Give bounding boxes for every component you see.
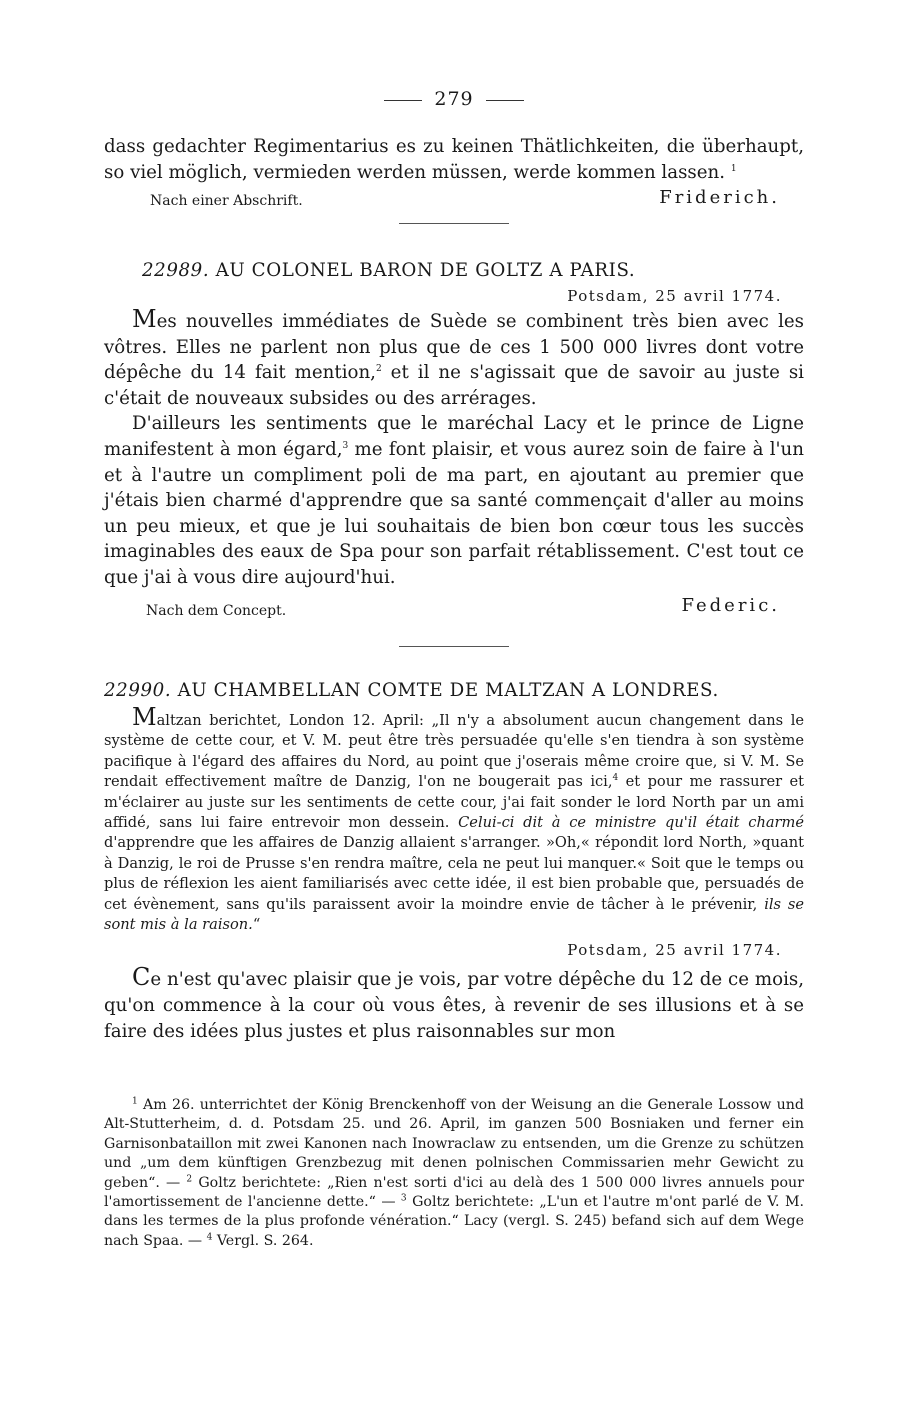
- letter-22990: [104, 680, 804, 1044]
- letter-22989: [104, 260, 804, 619]
- letter-paragraph-1: Ce n'est qu'avec plaisir que je vois, par votre dépêche du 12 de ce mois, qu'on commence à la cour où vous êtes, à revenir de ses illusions et à se faire des idées plus justes et plus raisonnables sur mon: [104, 963, 804, 1042]
- footnote-mark-1: 1: [132, 1096, 138, 1107]
- footnote-mark-2: 2: [186, 1173, 193, 1184]
- letter-source: Nach dem Concept.: [146, 602, 287, 619]
- letter-paragraph-2: D'ailleurs les sentiments que le maréchal Lacy et le prince de Ligne manifestent à mon égard,$^3$ me font plaisir, et vous aurez soin de faire à l'un et à l'autre un compliment poli de ma part, en ajoutant au premier que j'étais bien charmé d'apprendre que sa santé commençait d'aller au moins un peu mieux, et que je lui souhaitais de bien bon cœur tous les succès imaginables des eaux de Spa pour son parfait rétablissement. C'est tout ce que j'ai à vous dire aujourd'hui.: [104, 413, 804, 588]
- intro-source: Nach einer Abschrift.: [150, 193, 303, 210]
- letter-number: 22989.: [142, 260, 210, 281]
- letter-date: Potsdam, 25 avril 1774.: [567, 941, 782, 960]
- footnote-text: $^1$ Am 26. unterrichtet der König Brenckenhoff von der Weisung an die Generale Lossow und Alt-Stutterheim, d. d. Potsdam 25. und 26. April, im ganzen 500 Bosniaken und ferner ein Garnisonbataillon mit zwei Kanonen nach Inowraclaw zu entsenden, um die Grenze zu schützen und „um dem künftigen Grenzbezug mit denen polnischen Commissarien mehr Gewicht zu geben“. — $^2$ Goltz berichtete: „Rien n'est sorti d'ici au delà des 1 500 000 livres annuels pour l'amortissement de l'ancienne dette.“ — $^3$ Goltz berichtete: „L'un et l'autre m'ont parlé de V. M. dans les termes de la plus profonde vénération.“ Lacy (vergl. S. 245) befand sich auf dem Wege nach Spaa. — $^4$ Vergl. S. 264.: [104, 1096, 804, 1249]
- letter-number: 22990.: [104, 680, 172, 701]
- page-number: [104, 88, 804, 110]
- page-number-dash-left: [384, 100, 422, 101]
- footnote-ref: 2: [375, 364, 382, 375]
- letter-summary: Maltzan berichtet, London 12. April: „Il n'y a absolument aucun changement dans le système de cette cour, et V. M. peut être très persuadée qu'elle s'en tiendra à son système pacifique à l'égard des affaires du Nord, au point que j'oserais même croire que, si V. M. Se rendait effectivement maître de Danzig, l'on ne bougerait pas ici,$^4$ et pour me rassurer et m'éclairer au juste sur les sentiments de cette cour, j'ai fait sonder le lord North par un ami affidé, sans lui faire entrevoir mon dessein. Celui-ci dit à ce ministre qu'il était charmé d'apprendre que les affaires de Danzig allaient s'arranger. »Oh,« répondit lord North, »quant à Danzig, le roi de Prusse s'en rendra maître, cela ne peut lui manquer.« Soit que le temps ou plus de réflexion les aient familiarisés avec cette idée, il est bien probable que, persuadés de cet évènement, sans qu'ils paraissent avoir la moindre envie de tâcher à le prévenir, ils se sont mis à la raison.“: [104, 703, 804, 934]
- intro-signature: Friderich.: [659, 187, 780, 209]
- intro-paragraph: dass gedachter Regimentarius es zu keinen Thätlichkeiten, die überhaupt, so viel möglich, vermieden werden müssen, werde kommen lassen. $^1$: [104, 136, 804, 183]
- letter-heading: [104, 260, 804, 281]
- page-number-text: 279: [434, 88, 474, 110]
- separator-1: [104, 223, 804, 224]
- separator-2: [104, 646, 804, 647]
- intro-block: [104, 134, 804, 213]
- letter-addressee: AU COLONEL BARON DE GOLTZ A PARIS.: [215, 260, 636, 281]
- footnote-mark-4: 4: [206, 1232, 213, 1243]
- letter-date: Potsdam, 25 avril 1774.: [567, 287, 782, 305]
- letter-addressee: AU CHAMBELLAN COMTE DE MALTZAN A LONDRES.: [177, 680, 719, 701]
- letter-signature: Federic.: [681, 594, 780, 616]
- footnote-ref: 4: [612, 773, 619, 784]
- footnote-mark-3: 3: [400, 1193, 407, 1204]
- footnote-ref: 1: [730, 163, 737, 174]
- letter-closing: [104, 595, 804, 619]
- footnotes: [104, 1096, 804, 1251]
- letter-paragraph-1: Mes nouvelles immédiates de Suède se combinent très bien avec les vôtres. Elles ne parlent non plus que de ces 1 500 000 livres dont votre dépêche du 14 fait mention,$^2$ et il ne s'agissait que de savoir au juste si c'était de nouveaux subsides ou des arrérages.: [104, 305, 805, 409]
- page-number-dash-right: [486, 100, 524, 101]
- letter-heading: [104, 680, 804, 701]
- intro-closing: [104, 189, 804, 213]
- footnote-ref: 3: [342, 440, 349, 451]
